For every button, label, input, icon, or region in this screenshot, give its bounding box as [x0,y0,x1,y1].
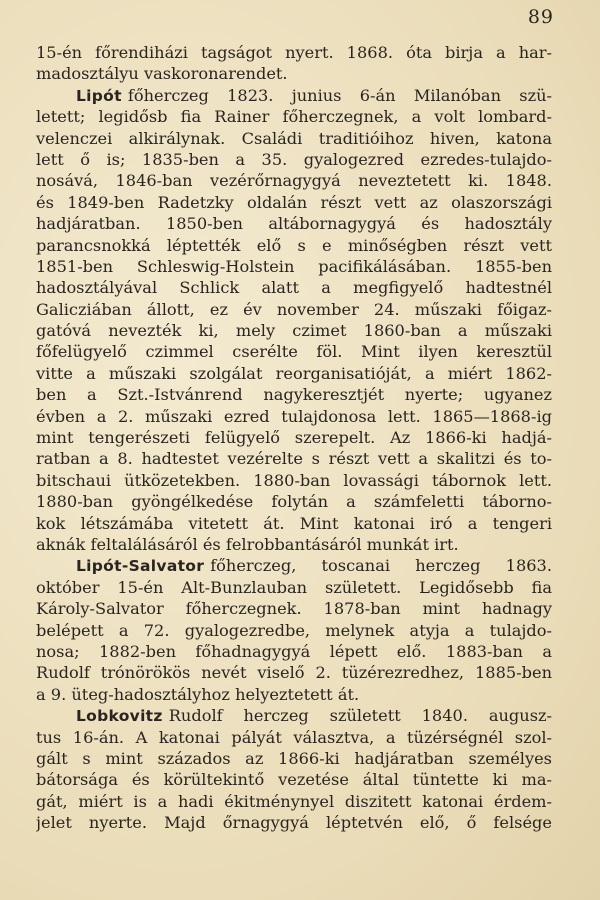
line-text: velenczei alkirálynak. Családi traditióihoz hiven, katona [36,128,552,148]
text-line [36,63,552,84]
line-text: főherczeg 1823. junius 6-án Milanóban szü- [127,85,552,105]
text-line [36,192,552,213]
text-line [36,662,552,683]
entry-heading-line [36,555,552,576]
line-text: a 9. üteg-hadosztályhoz helyeztetett át. [36,684,360,704]
entry-heading-line [36,85,552,106]
text-line [36,470,552,491]
line-text: madosztályu vaskoronarendet. [36,64,288,84]
text-line [36,406,552,427]
text-line [36,513,552,534]
text-line [36,235,552,256]
line-text: Rudolf trónörökös nevét viselő 2. tüzérezredhez, 1885-ben [36,663,552,683]
text-line [36,727,552,748]
text-line [36,363,552,384]
text-line [36,149,552,170]
line-text: Károly-Salvator főherczegnek. 1878-ban mint hadnagy [36,599,552,619]
text-line [36,42,552,63]
text-line [36,598,552,619]
line-text: gált s mint százados az 1866-ki hadjáratban személyes [36,748,552,768]
text-line [36,491,552,512]
line-text: bitschaui ütközetekben. 1880-ban lovassági tábornok lett. [36,470,552,490]
text-line [36,170,552,191]
line-text: jelet nyerte. Majd őrnagygyá léptetvén elő, ő felsége [36,813,552,833]
line-text: vitte a műszaki szolgálat reorganisatióját, a miért 1862- [36,363,552,383]
text-line [36,769,552,790]
line-text: ben a Szt.-Istvánrend nagykeresztjét nyerte; ugyanez [36,385,552,405]
text-line [36,320,552,341]
line-text: bátorsága és körültekintő vezetése által tüntette ki ma- [36,770,552,790]
text-line [36,106,552,127]
line-text: belépett a 72. gyalogezredbe, melynek atyja a tulajdo- [36,620,552,640]
line-text: nosa; 1882-ben főhadnagygyá lépett elő. 1883-ban a [36,641,552,661]
text-line [36,534,552,555]
line-text: október 15-én Alt-Bunzlauban született. Legidősebb fia [36,577,552,597]
line-text: mint tengerészeti felügyelő szerepelt. Az 1866-ki hadjá- [36,428,552,448]
text-line [36,812,552,833]
text-line [36,427,552,448]
line-text: lett ő is; 1835-ben a 35. gyalogezred ezredes-tulajdo- [36,149,552,169]
line-text: Galicziában állott, ez év november 24. műszaki főigaz- [36,299,552,319]
entry-lemma: Lipót-Salvator [76,557,205,576]
line-text: évben a 2. műszaki ezred tulajdonosa lett. 1865—1868-ig [36,406,552,426]
line-text: főherczeg, toscanai herczeg 1863. [210,556,552,576]
line-text: nosává, 1846-ban vezérőrnagygyá neveztetett ki. 1848. [36,171,552,191]
line-text: letett; legidősb fia Rainer főherczegnek, a volt lombard- [36,107,552,127]
line-text: Rudolf herczeg született 1840. augusz- [168,706,552,726]
line-text: gatóvá nevezték ki, mely czimet 1860-ban a műszaki [36,321,552,341]
line-text: kok létszámába vitetett át. Mint katonai iró a tengeri [36,513,552,533]
text-line [36,791,552,812]
text-line [36,128,552,149]
text-line [36,384,552,405]
text-line [36,277,552,298]
text-line [36,213,552,234]
text-line [36,299,552,320]
text-line [36,577,552,598]
text-line [36,341,552,362]
text-line [36,256,552,277]
line-text: 15-én főrendiházi tagságot nyert. 1868. óta birja a har- [36,43,552,62]
body-text [36,42,552,833]
text-line [36,641,552,662]
text-line [36,684,552,705]
entry-lemma: Lipót [76,86,122,105]
line-text: 1851-ben Schleswig-Holstein pacifikálásában. 1855-ben [36,256,552,276]
text-line [36,748,552,769]
line-text: parancsnokká léptették elő s e minőségben részt vett [36,235,552,255]
line-text: ratban a 8. hadtestet vezérelte s részt vett a skalitzi és to- [36,449,552,469]
line-text: és 1849-ben Radetzky oldalán részt vett az olaszországi [36,192,552,212]
line-text: 1880-ban gyöngélkedése folytán a számfeletti táborno- [36,492,552,512]
page-number: 89 [527,6,554,28]
entry-heading-line [36,705,552,726]
line-text: tus 16-án. A katonai pályát választva, a tüzérségnél szol- [36,727,552,747]
line-text: hadosztályával Schlick alatt a megfigyelő hadtestnél [36,278,552,298]
line-text: aknák feltalálásáról és felrobbantásáról munkát irt. [36,534,459,554]
entry-lemma: Lobkovitz [76,707,163,726]
text-line [36,620,552,641]
text-line [36,448,552,469]
line-text: főfelügyelő czimmel cserélte föl. Mint ilyen keresztül [36,342,552,362]
line-text: hadjáratban. 1850-ben altábornagygyá és hadosztály [36,214,552,234]
line-text: gát, miért is a hadi ékitménynyel diszitett katonai érdem- [36,791,552,811]
